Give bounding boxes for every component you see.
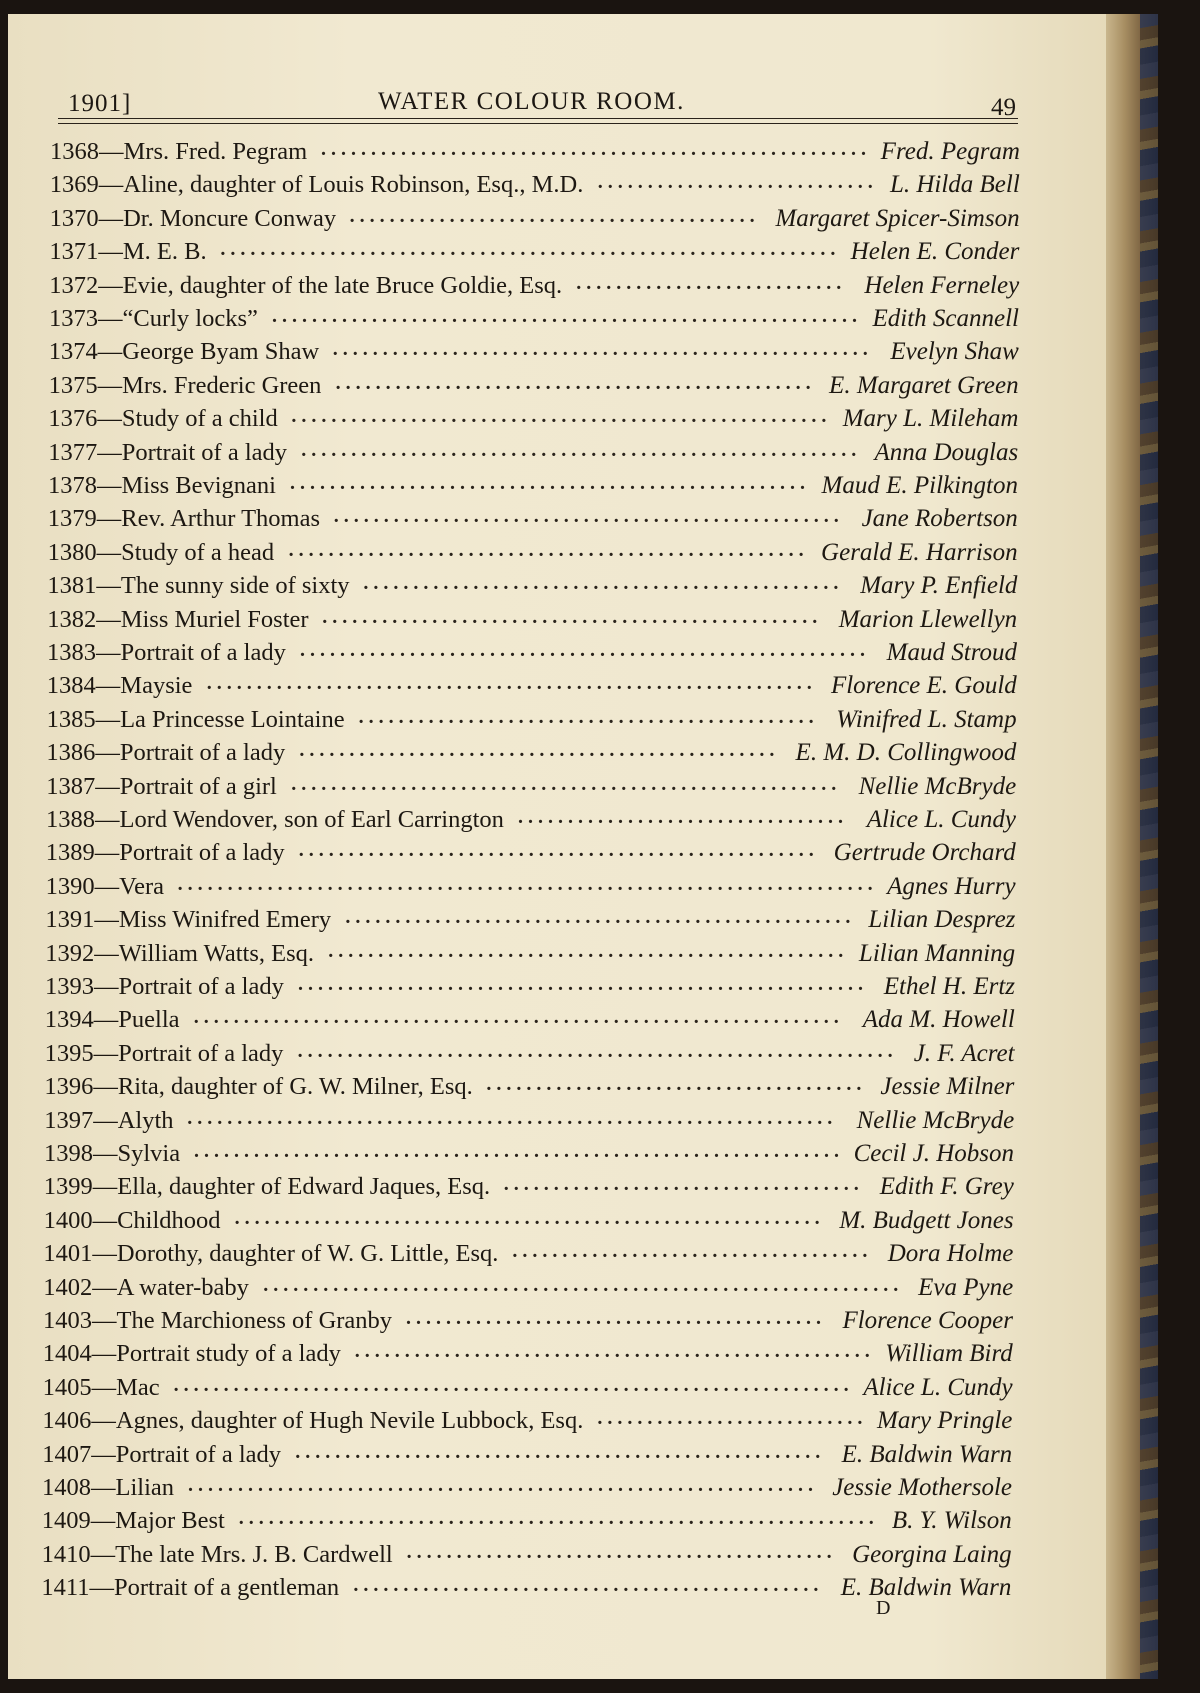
leader-dots: ................................................ — [335, 371, 816, 394]
entry-label: 1393—Portrait of a lady — [45, 973, 284, 1000]
entry-label: 1405—Mac — [42, 1373, 160, 1401]
entry-artist: Gerald E. Harrison — [821, 538, 1018, 566]
entry-label: 1403—The Marchioness of Granby — [43, 1307, 393, 1334]
catalogue-entry — [50, 138, 1020, 172]
entry-label: 1401—Dorothy, daughter of W. G. Little, Esq. — [43, 1240, 499, 1268]
marbled-edge — [1140, 14, 1158, 1679]
entry-artist: Ethel H. Ertz — [883, 973, 1015, 1000]
catalogue-entry — [44, 1173, 1014, 1207]
entry-label: 1395—Portrait of a lady — [44, 1039, 284, 1067]
entry-label: 1411—Portrait of a gentleman — [41, 1574, 340, 1602]
entry-label: 1386—Portrait of a lady — [46, 739, 286, 767]
leader-dots: ............................................... — [353, 1574, 824, 1597]
entry-artist: L. Hilda Bell — [889, 171, 1020, 199]
entry-artist: E. Margaret Green — [829, 371, 1019, 399]
header-rule-bottom — [58, 123, 1018, 124]
catalogue-entry — [46, 839, 1016, 873]
entry-artist: Lilian Manning — [858, 939, 1016, 967]
leader-dots: ............................................................... — [188, 1474, 818, 1496]
leader-dots: ..................................................... — [295, 1440, 826, 1463]
catalogue-entry — [49, 272, 1019, 306]
catalogue-entry — [47, 606, 1017, 640]
entry-artist: Jane Robertson — [861, 505, 1018, 533]
leader-dots: ........................... — [597, 1407, 868, 1430]
catalogue-entry — [46, 806, 1016, 840]
leader-dots: .............................................................. — [220, 238, 841, 261]
entry-artist: Florence Cooper — [842, 1307, 1013, 1334]
leader-dots: .................................... — [512, 1240, 873, 1263]
leader-dots: .............................................. — [358, 705, 819, 728]
catalogue-entry — [43, 1340, 1013, 1374]
entry-label: 1380—Study of a head — [47, 538, 275, 566]
entry-artist: Mary P. Enfield — [860, 572, 1018, 600]
entry-label: 1410—The late Mrs. J. B. Cardwell — [41, 1540, 393, 1568]
leader-dots: ................................................ — [299, 739, 780, 762]
catalogue-entry — [46, 739, 1016, 773]
leader-dots: ............................ — [597, 171, 878, 194]
entry-artist: Florence E. Gould — [830, 672, 1017, 700]
catalogue-entry — [49, 372, 1019, 406]
entry-artist: Dora Holme — [887, 1240, 1014, 1268]
leader-dots: ................................................................ — [238, 1507, 879, 1530]
entry-artist: Margaret Spicer-Simson — [775, 204, 1020, 232]
leader-dots: ................................................................. — [187, 1106, 838, 1129]
entry-label: 1391—Miss Winifred Emery — [45, 906, 332, 934]
leader-dots: ................................. — [518, 806, 848, 828]
entry-artist: Agnes Hurry — [887, 872, 1016, 900]
leader-dots: ............................................................ — [297, 1039, 898, 1062]
entry-artist: J. F. Acret — [913, 1039, 1015, 1067]
catalogue-entry — [48, 539, 1018, 573]
entry-label: 1369—Aline, daughter of Louis Robinson, Esq., M.D. — [49, 171, 584, 199]
entry-artist: Edith Scannell — [872, 305, 1019, 332]
entry-artist: Marion Llewellyn — [838, 605, 1018, 633]
entry-artist: Cecil J. Hobson — [853, 1140, 1014, 1167]
catalogue-entry — [47, 672, 1017, 706]
entry-label: 1371—M. E. B. — [49, 238, 207, 266]
entry-artist: Helen E. Conder — [850, 238, 1020, 266]
book-page — [8, 14, 1158, 1679]
catalogue-entry — [45, 940, 1015, 974]
catalogue-entry — [42, 1407, 1012, 1441]
entry-label: 1400—Childhood — [43, 1206, 221, 1234]
page-title: WATER COLOUR ROOM. — [378, 88, 685, 115]
entry-label: 1389—Portrait of a lady — [45, 839, 285, 867]
leader-dots: ...................................................... — [332, 338, 873, 361]
entry-artist: Evelyn Shaw — [890, 338, 1019, 366]
catalogue-entry — [44, 1107, 1014, 1141]
entry-artist: Nellie McBryde — [856, 1106, 1015, 1134]
leader-dots: .......................................... — [406, 1307, 826, 1329]
header-year: 1901] — [68, 90, 132, 117]
entry-label: 1377—Portrait of a lady — [48, 438, 288, 466]
catalogue-entry — [49, 338, 1019, 372]
catalogue-entry — [45, 1006, 1015, 1040]
leader-dots: ........................................................... — [234, 1206, 825, 1229]
entry-artist: Maud E. Pilkington — [821, 472, 1018, 499]
entry-artist: Winifred L. Stamp — [836, 705, 1017, 733]
catalogue-entry — [43, 1307, 1013, 1341]
entry-artist: Alice L. Cundy — [863, 1373, 1013, 1401]
entry-label: 1381—The sunny side of sixty — [47, 572, 350, 600]
catalogue-entry — [42, 1441, 1012, 1475]
catalogue-entry — [47, 639, 1017, 673]
catalogue-entry — [41, 1574, 1011, 1608]
entry-label: 1397—Alyth — [44, 1106, 174, 1134]
entry-label: 1409—Major Best — [41, 1507, 225, 1535]
header-rule-top — [58, 118, 1018, 119]
catalogue-entry — [44, 1207, 1014, 1241]
entry-artist: Gertrude Orchard — [833, 839, 1016, 867]
entry-label: 1372—Evie, daughter of the late Bruce Goldie, Esq. — [49, 271, 563, 299]
leader-dots: ................................................... — [345, 906, 856, 929]
catalogue-entry — [47, 706, 1017, 740]
leader-dots: ................................................... — [333, 505, 844, 528]
entry-label: 1407—Portrait of a lady — [42, 1440, 282, 1468]
catalogue-entry — [43, 1374, 1013, 1408]
entry-artist: Nellie McBryde — [858, 772, 1017, 800]
catalogue-entry — [44, 1140, 1014, 1174]
leader-dots: .................................................... — [290, 472, 810, 494]
leader-dots: ........................................................... — [272, 305, 862, 327]
entry-artist: Mary Pringle — [877, 1407, 1013, 1435]
entry-label: 1399—Ella, daughter of Edward Jaques, Esq. — [43, 1173, 491, 1201]
entry-label: 1385—La Princesse Lointaine — [46, 705, 345, 733]
catalogue-entry — [45, 973, 1015, 1007]
leader-dots: ................................................ — [363, 572, 844, 595]
entry-label: 1392—William Watts, Esq. — [45, 939, 314, 967]
entry-label: 1406—Agnes, daughter of Hugh Nevile Lubbock, Esq. — [42, 1407, 584, 1435]
leader-dots: .................................................... — [298, 839, 819, 862]
entry-artist: Lilian Desprez — [868, 906, 1016, 934]
entry-label: 1394—Puella — [44, 1006, 180, 1034]
leader-dots: ....................................................... — [321, 138, 871, 160]
leader-dots: .................................................................... — [173, 1373, 854, 1396]
entry-label: 1375—Mrs. Frederic Green — [48, 371, 322, 399]
leader-dots: ................................................................. — [193, 1006, 844, 1029]
entry-artist: Mary L. Mileham — [842, 405, 1019, 433]
entry-label: 1382—Miss Muriel Foster — [47, 605, 309, 633]
entry-artist: Jessie Milner — [880, 1073, 1015, 1101]
catalogue-entry — [50, 171, 1020, 205]
entry-artist: Anna Douglas — [874, 438, 1019, 466]
entry-label: 1368—Mrs. Fred. Pegram — [50, 138, 308, 165]
entry-artist: E. M. D. Collingwood — [795, 739, 1017, 767]
signature-mark: D — [876, 1597, 891, 1619]
entry-artist: Helen Ferneley — [864, 271, 1020, 299]
entry-label: 1373—“Curly locks” — [49, 305, 258, 332]
entry-label: 1384—Maysie — [46, 672, 193, 700]
entry-label: 1387—Portrait of a girl — [46, 772, 277, 800]
entry-artist: M. Budgett Jones — [839, 1206, 1014, 1234]
entry-label: 1404—Portrait study of a lady — [42, 1340, 341, 1368]
entry-artist: Ada M. Howell — [862, 1006, 1015, 1034]
leader-dots: ............................................................. — [206, 672, 817, 695]
entry-label: 1402—A water-baby — [43, 1273, 249, 1301]
catalogue-entry — [47, 572, 1017, 606]
leader-dots: .................................................. — [322, 605, 823, 628]
catalogue-entry — [42, 1541, 1012, 1575]
leader-dots: .................................................... — [354, 1340, 875, 1363]
catalogue-entry — [45, 1040, 1015, 1074]
catalogue-entry — [43, 1274, 1013, 1308]
leader-dots: ......................................................... — [298, 973, 868, 995]
catalogue-entry — [44, 1073, 1014, 1107]
leader-dots: ......................................... — [349, 204, 760, 227]
entry-artist: Maud Stroud — [886, 639, 1017, 666]
entry-label: 1398—Sylvia — [44, 1140, 181, 1167]
catalogue-entry — [48, 472, 1018, 506]
catalogue-entry — [49, 305, 1019, 339]
entry-label: 1376—Study of a child — [48, 405, 278, 433]
catalogue-entry — [43, 1240, 1013, 1274]
entry-label: 1388—Lord Wendover, son of Earl Carrington — [46, 806, 504, 833]
leader-dots: ...................................... — [486, 1073, 867, 1096]
catalogue-entry — [48, 505, 1018, 539]
leader-dots: .................................... — [503, 1173, 864, 1196]
entry-label: 1383—Portrait of a lady — [47, 639, 286, 666]
catalogue-entry — [42, 1507, 1012, 1541]
catalogue-entry — [46, 873, 1016, 907]
leader-dots: ...................................................... — [291, 405, 832, 428]
entry-artist: William Bird — [885, 1340, 1013, 1368]
catalogue-entry — [45, 906, 1015, 940]
entry-label: 1408—Lilian — [42, 1474, 175, 1501]
entry-label: 1396—Rita, daughter of G. W. Milner, Esq. — [44, 1073, 473, 1101]
entry-artist: Alice L. Cundy — [866, 806, 1016, 833]
catalogue-entry — [46, 773, 1016, 807]
entry-label: 1379—Rev. Arthur Thomas — [47, 505, 321, 533]
leader-dots: ....................................................... — [291, 772, 842, 795]
leader-dots: ........................................... — [406, 1540, 837, 1563]
entry-artist: E. Baldwin Warn — [840, 1574, 1012, 1602]
leader-dots: ................................................................. — [194, 1140, 844, 1162]
entry-artist: Georgina Laing — [852, 1540, 1012, 1568]
leader-dots: .................................................... — [328, 939, 849, 962]
entry-label: 1390—Vera — [45, 872, 164, 900]
entry-artist: Jessie Mothersole — [832, 1474, 1012, 1501]
entry-artist: Eva Pyne — [918, 1273, 1014, 1301]
entry-label: 1378—Miss Bevignani — [48, 472, 276, 499]
catalogue-entry — [48, 439, 1018, 473]
leader-dots: .................................................... — [288, 538, 809, 561]
catalogue-entry — [42, 1474, 1012, 1508]
leader-dots: ................................................................ — [263, 1273, 904, 1296]
leader-dots: ...................................................................... — [177, 872, 878, 895]
entry-artist: B. Y. Wilson — [891, 1507, 1012, 1535]
catalogue-entry — [48, 405, 1018, 439]
page-number: 49 — [991, 94, 1016, 121]
entry-artist: Fred. Pegram — [880, 138, 1020, 165]
entry-artist: Edith F. Grey — [879, 1173, 1014, 1201]
entry-label: 1370—Dr. Moncure Conway — [49, 204, 337, 232]
catalogue-entry — [49, 238, 1019, 272]
leader-dots: ......................................................... — [300, 639, 870, 661]
entry-label: 1374—George Byam Shaw — [48, 338, 320, 366]
leader-dots: ........................... — [576, 271, 847, 294]
catalogue-entry — [50, 205, 1020, 239]
entry-artist: E. Baldwin Warn — [841, 1440, 1013, 1468]
book-spine — [1106, 14, 1158, 1679]
leader-dots: ........................................................ — [301, 438, 862, 461]
